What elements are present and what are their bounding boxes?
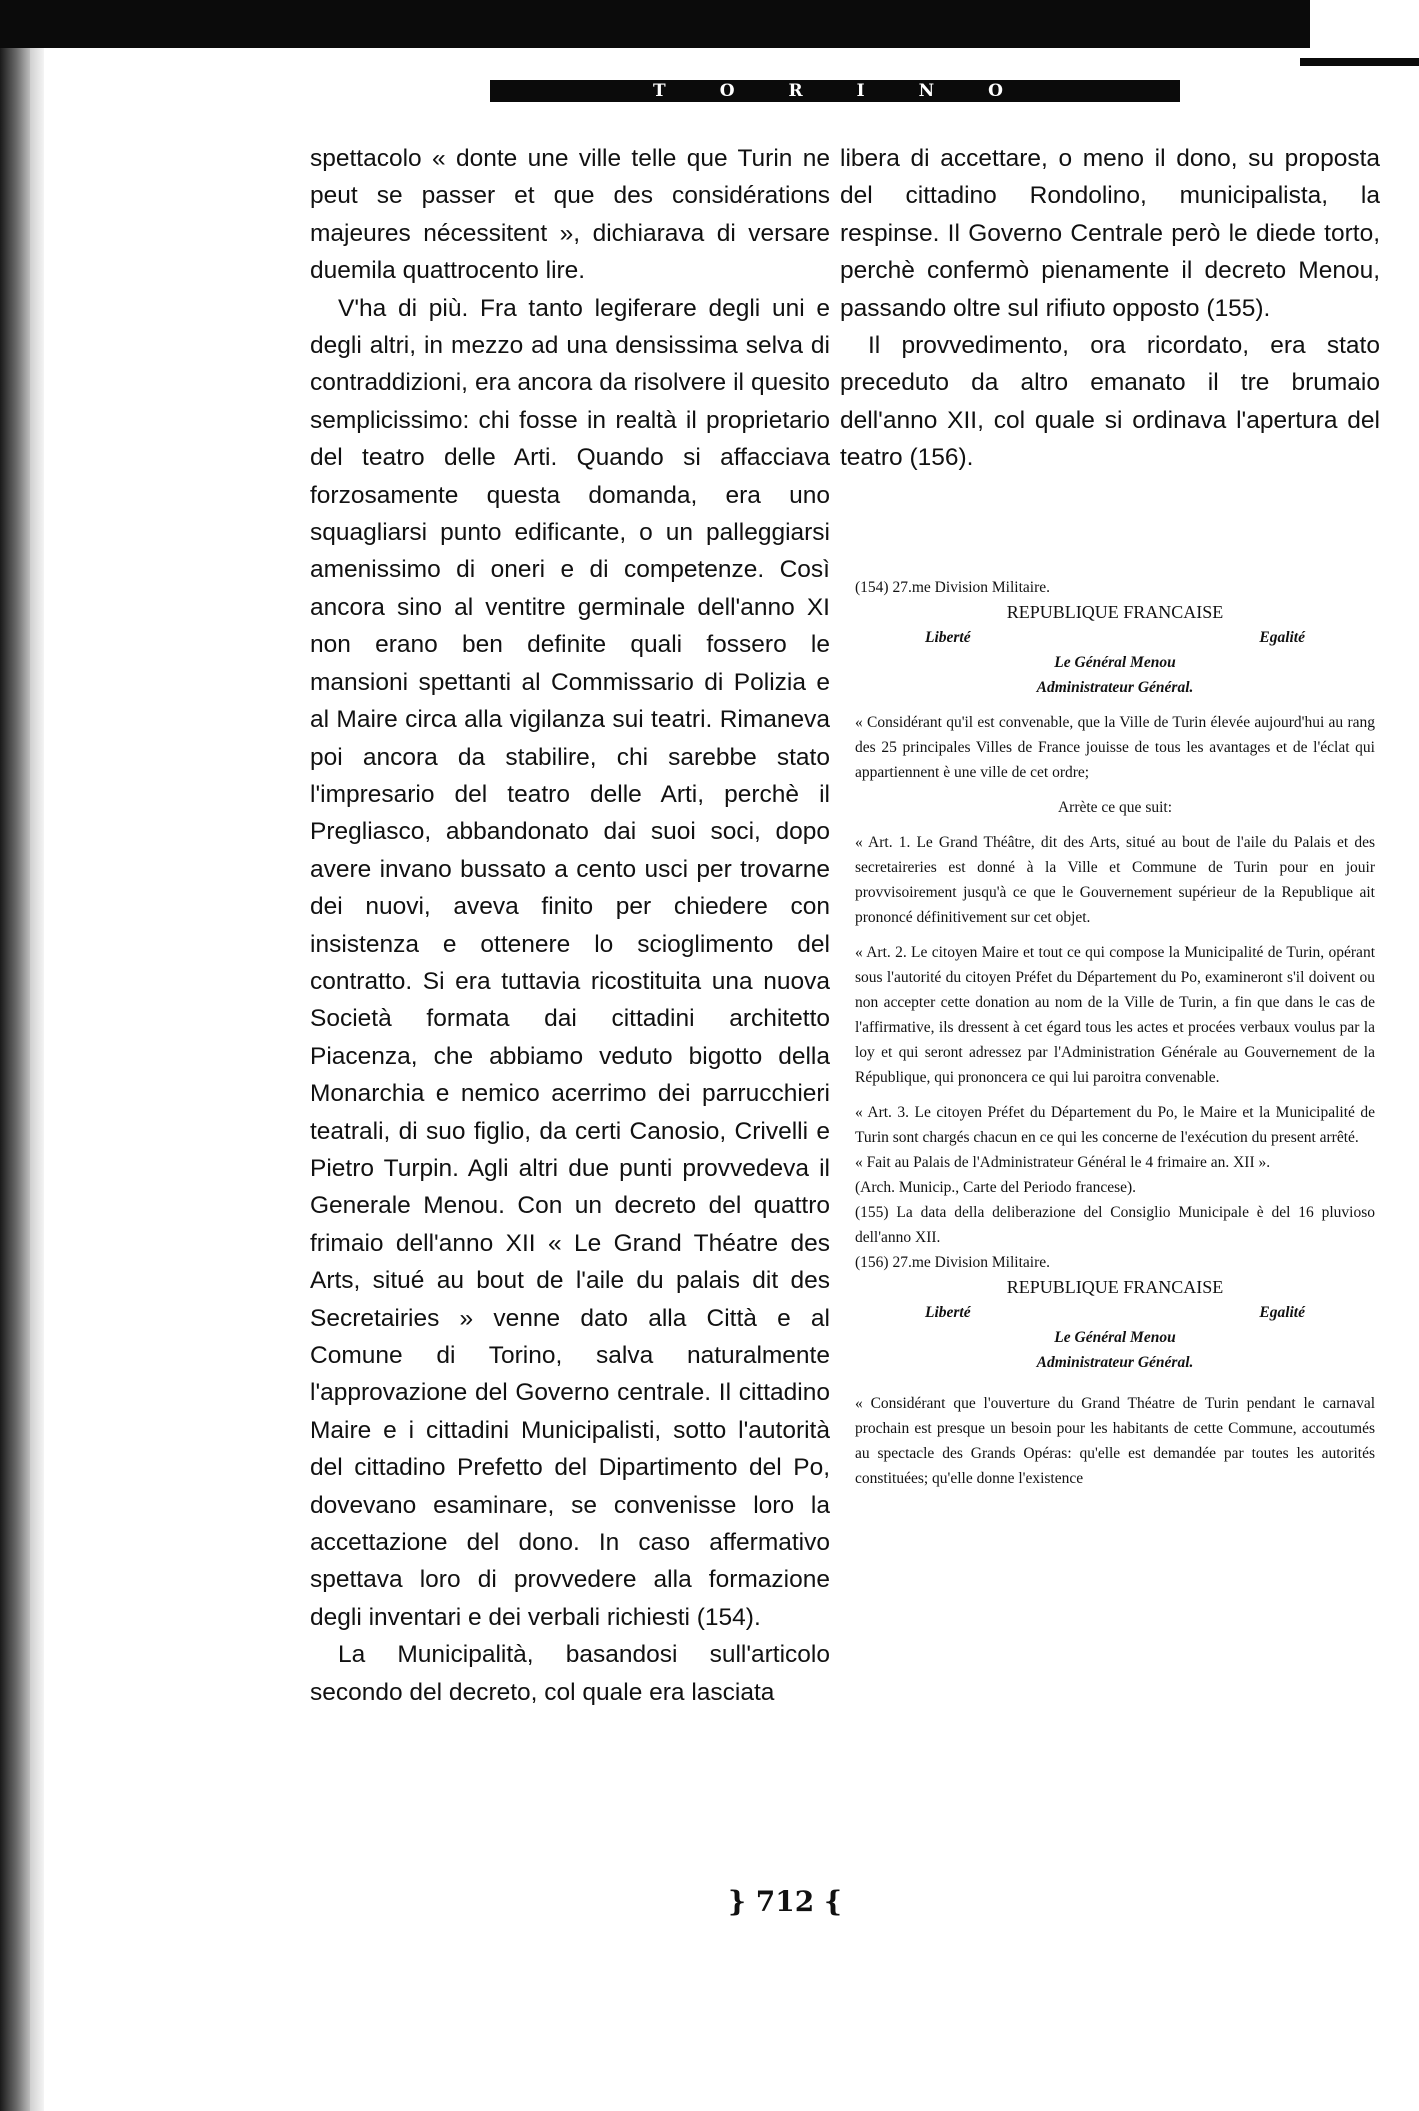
egalite-label: Egalité bbox=[1259, 629, 1305, 646]
page-bracket-left: } bbox=[728, 1885, 747, 1918]
top-black-band bbox=[0, 0, 1310, 48]
fait-line: « Fait au Palais de l'Administrateur Général le 4 frimaire an. XII ». bbox=[855, 1154, 1271, 1171]
left-paragraph-1: spettacolo « donte une ville telle que Turin ne peut se passer et que des considérations majeures nécessitent », dichiarava di versare duemila quattrocento lire. bbox=[310, 145, 830, 285]
right-column bbox=[840, 140, 1380, 477]
right-paragraph-1: libera di accettare, o meno il dono, su proposta del cittadino Rondolino, municipalista, la respinse. Il Governo Centrale però le diede torto, perchè confermò pienamente il decreto Menou, passando oltre sul rifiuto opposto (155). bbox=[840, 145, 1380, 322]
page-number-value: 712 bbox=[755, 1885, 815, 1918]
book-spine-shadow bbox=[0, 48, 30, 2111]
republic-heading: REPUBLIQUE FRANCAISE bbox=[1006, 602, 1224, 622]
egalite-label-2: Egalité bbox=[1259, 1304, 1305, 1321]
article-2: « Art. 2. Le citoyen Maire et tout ce qui compose la Municipalité de Turin, opérant sous l'autorité du citoyen Préfet du Département du Po, examineront s'il doivent ou non accepter cette donation au nom de la Ville de Turin, a fin que dans le cas de l'affirmative, ils dressent à cet égard tous les actes et procées verbaux voulus par la loy et qui seront adressez par l'Administration Générale au Gouvernement de la République, qui prononcera ce qui lui paroitra convenable. bbox=[855, 944, 1375, 1086]
right-paragraph-2: Il provvedimento, ora ricordato, era stato preceduto da altro emanato il tre brumaio dell'anno XII, col quale si ordinava l'apertura del teatro (156). bbox=[840, 332, 1380, 472]
footnotes bbox=[855, 575, 1375, 1491]
considerant-1: « Considérant qu'il est convenable, que la Ville de Turin élevée aujourd'hui au rang des 25 principales Villes de France jouisse de tous les avantages et de l'éclat qui appartiennent è une ville de cet ordre; bbox=[855, 714, 1375, 781]
motto-line-2 bbox=[855, 1300, 1375, 1325]
left-paragraph-2: V'ha di più. Fra tanto legiferare degli uni e degli altri, in mezzo ad una densissima selva di contraddizioni, era ancora da risolvere il quesito semplicissimo: chi fosse in realtà il proprietario del teatro delle Arti. Quando si affacciava forzosamente questa domanda, era uno squagliarsi punto edificante, o un palleggiarsi amenissimo di oneri e di competenze. Così ancora sino al ventitre germinale dell'anno XI non erano ben definite quali fossero le mansioni spettanti al Commissario di Polizia e al Maire circa alla vigilanza sui teatri. Rimaneva poi ancora da stabilire, chi sarebbe stato l'impresario del teatro delle Arti, perchè il Pregliasco, abbandonato dai suoi soci, dopo avere invano bussato a cento usci per trovarne dei nuovi, aveva finito per chiedere con insistenza e ottenere lo scioglimento del contratto. Si era tuttavia ricostituita una nuova Società formata dai cittadini architetto Piacenza, che abbiamo veduto bigotto della Monarchia e nemico acerrimo dei parrucchieri teatrali, di suo figlio, da certi Canosio, Crivelli e Pietro Turpin. Agli altri due punti provvedeva il Generale Menou. Con un decreto del quattro frimaio dell'anno XII « Le Grand Théatre des Arts, situé au bout de l'aile du palais dit des Secretairies » venne dato alla Città e al Comune di Torino, salva naturalmente l'approvazione del Governo centrale. Il cittadino Maire e i cittadini Municipalisti, sotto l'autorità del cittadino Prefetto del Dipartimento del Po, dovevano esaminare, se convenisse loro la accettazione del dono. In caso affermativo spettava loro di provvedere alla formazione degli inventari e dei verbali richiesti (154). bbox=[310, 294, 830, 1631]
considerant-2: « Considérant que l'ouverture du Grand Théatre de Turin pendant le carnaval prochain est presque un besoin pour les habitants de cette Commune, accoutumés au spectacle des Grands Opéras: qu'elle est demandée par toutes les autorités constituées; qu'elle donne l'existence bbox=[855, 1395, 1375, 1487]
article-1: « Art. 1. Le Grand Théâtre, dit des Arts, situé au bout de l'aile du Palais et des secretaireries est donné à la Ville et Commune de Turin pour en jouir provvisoirement jusqu'à ce que le Gouvernement supérieur de la Republique ait prononcé définitivement sur cet objet. bbox=[855, 834, 1375, 926]
top-band-extension bbox=[1300, 58, 1419, 66]
arrete-line: Arrète ce que suit: bbox=[1057, 799, 1173, 816]
book-spine-highlight bbox=[30, 48, 44, 2111]
general-title-2: Administrateur Général. bbox=[1036, 1354, 1194, 1371]
running-head: TORINO bbox=[490, 80, 1180, 102]
liberte-label-2: Liberté bbox=[925, 1304, 971, 1321]
general-title: Administrateur Général. bbox=[1036, 679, 1194, 696]
note-155: (155) La data della deliberazione del Consiglio Municipale è del 16 pluvioso dell'anno XII. bbox=[855, 1204, 1375, 1246]
article-3: « Art. 3. Le citoyen Préfet du Département du Po, le Maire et la Municipalité de Turin sont chargés chacun en ce qui les concerne de l'exécution du present arrêté. bbox=[855, 1104, 1375, 1146]
page-bracket-right: { bbox=[823, 1885, 842, 1918]
left-paragraph-3: La Municipalità, basandosi sull'articolo secondo del decreto, col quale era lasciata bbox=[310, 1641, 830, 1706]
archive-reference: (Arch. Municip., Carte del Periodo francese). bbox=[855, 1179, 1137, 1196]
left-column bbox=[310, 140, 830, 1711]
note-154-heading: (154) 27.me Division Militaire. bbox=[855, 579, 1051, 596]
note-156-heading: (156) 27.me Division Militaire. bbox=[855, 1254, 1051, 1271]
republic-heading-2: REPUBLIQUE FRANCAISE bbox=[1006, 1277, 1224, 1297]
general-name-2: Le Général Menou bbox=[1054, 1329, 1176, 1346]
general-name: Le Général Menou bbox=[1054, 654, 1176, 671]
page-number bbox=[655, 1885, 915, 1918]
motto-line bbox=[855, 625, 1375, 650]
liberte-label: Liberté bbox=[925, 629, 971, 646]
